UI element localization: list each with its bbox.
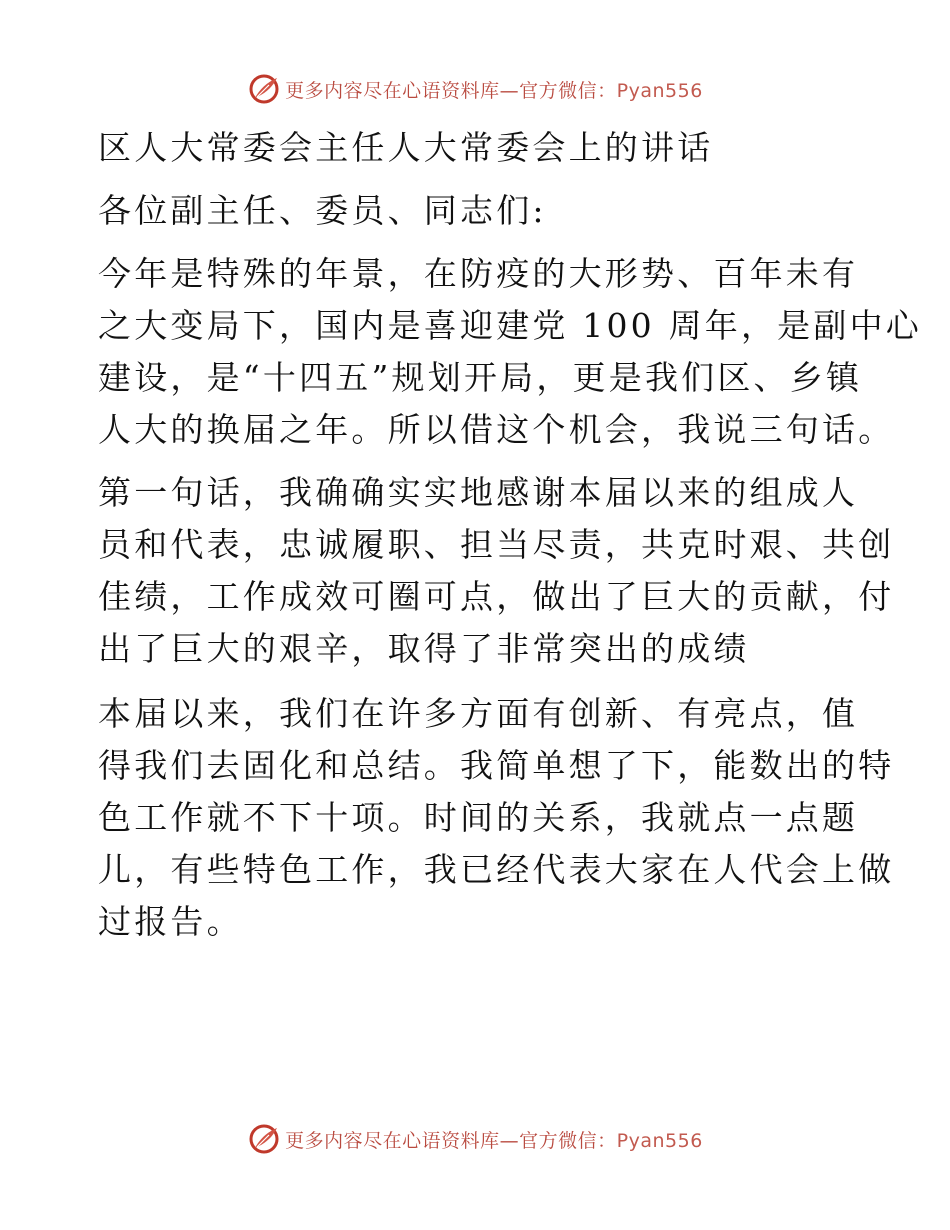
paragraph-3: [98, 688, 895, 948]
paragraph-line: 之大变局下，国内是喜迎建党 100 周年，是副中心: [98, 306, 922, 345]
paragraph-line: 建设，是“十四五”规划开局，更是我们区、乡镇: [98, 358, 863, 397]
watermark-text: [285, 76, 703, 103]
header-watermark: [0, 72, 950, 106]
paragraph-line: 出了巨大的艰辛，取得了非常突出的成绩: [98, 629, 750, 668]
paragraph-line: 过报告。: [98, 902, 243, 941]
paragraph-line: 佳绩，工作成效可圈可点，做出了巨大的贡献，付: [98, 577, 895, 616]
document-body: [98, 122, 922, 948]
paragraph-line: 儿，有些特色工作，我已经代表大家在人代会上做: [98, 850, 895, 889]
watermark-text: [285, 1126, 703, 1153]
feather-circle-logo-icon: [247, 1122, 281, 1156]
paragraph-2: [98, 467, 895, 675]
footer-watermark: [0, 1122, 950, 1156]
paragraph-line: 本届以来，我们在许多方面有创新、有亮点，值: [98, 694, 859, 733]
paragraph-line: 第一句话，我确确实实地感谢本届以来的组成人: [98, 473, 859, 512]
paragraph-line: 色工作就不下十项。时间的关系，我就点一点题: [98, 798, 859, 837]
paragraph-line: 今年是特殊的年景，在防疫的大形势、百年未有: [98, 254, 859, 293]
watermark-label: 更多内容尽在心语资料库—官方微信：: [285, 1129, 617, 1152]
greeting: 各位副主任、委员、同志们:: [98, 191, 547, 230]
paragraph-line: 人大的换届之年。所以借这个机会，我说三句话。: [98, 410, 895, 449]
watermark-handle: Pyan556: [616, 1129, 703, 1152]
watermark-label: 更多内容尽在心语资料库—官方微信：: [285, 79, 617, 102]
paragraph-line: 得我们去固化和总结。我简单想了下，能数出的特: [98, 746, 895, 785]
feather-circle-logo-icon: [247, 72, 281, 106]
document-title: 区人大常委会主任人大常委会上的讲话: [98, 128, 714, 167]
paragraph-1: [98, 248, 922, 456]
paragraph-line: 员和代表，忠诚履职、担当尽责，共克时艰、共创: [98, 525, 895, 564]
watermark-handle: Pyan556: [616, 79, 703, 102]
